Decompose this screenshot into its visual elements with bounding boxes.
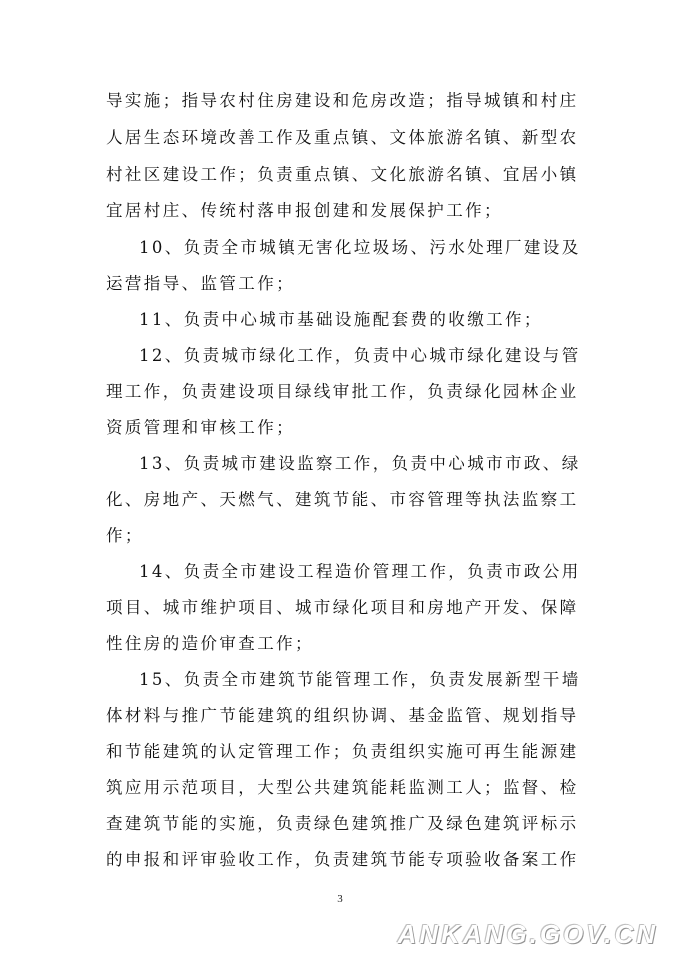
text-line: 查建筑节能的实施，负责绿色建筑推广及绿色建筑评标示 [106,814,579,833]
text-line: 化、房地产、天燃气、建筑节能、市容管理等执法监察工 [106,490,579,509]
text-line: 运营指导、监管工作； [106,274,295,293]
text-line: 12、负责城市绿化工作，负责中心城市绿化建设与管 [139,346,581,365]
text-line: 体材料与推广节能建筑的组织协调、基金监管、规划指导 [106,706,579,725]
text-line: 11、负责中心城市基础设施配套费的收缴工作； [139,310,543,329]
text-line: 筑应用示范项目，大型公共建筑能耗监测工人；监督、检 [106,778,579,797]
text-line: 13、负责城市建设监察工作，负责中心城市市政、绿 [139,454,581,473]
text-line: 14、负责全市建设工程造价管理工作，负责市政公用 [139,562,581,581]
text-line: 资质管理和审核工作； [106,418,295,437]
text-line: 村社区建设工作；负责重点镇、文化旅游名镇、宜居小镇 [106,165,579,184]
page-number: 3 [337,893,343,905]
text-line: 作； [106,526,144,545]
text-line: 的申报和评审验收工作，负责建筑节能专项验收备案工作 [106,850,579,869]
text-line: 导实施；指导农村住房建设和危房改造；指导城镇和村庄 [106,91,579,110]
text-line: 10、负责全市城镇无害化垃圾场、污水处理厂建设及 [139,238,581,257]
text-line: 宜居村庄、传统村落申报创建和发展保护工作； [106,201,503,220]
text-line: 15、负责全市建筑节能管理工作，负责发展新型干墙 [139,670,581,689]
text-line: 性住房的造价审查工作； [106,634,314,653]
watermark: ANKANG.GOV.CN [397,919,658,949]
text-line: 人居生态环境改善工作及重点镇、文体旅游名镇、新型农 [106,128,579,147]
text-line: 项目、城市维护项目、城市绿化项目和房地产开发、保障 [106,598,579,617]
text-line: 理工作，负责建设项目绿线审批工作，负责绿化园林企业 [106,382,579,401]
text-line: 和节能建筑的认定管理工作；负责组织实施可再生能源建 [106,742,579,761]
